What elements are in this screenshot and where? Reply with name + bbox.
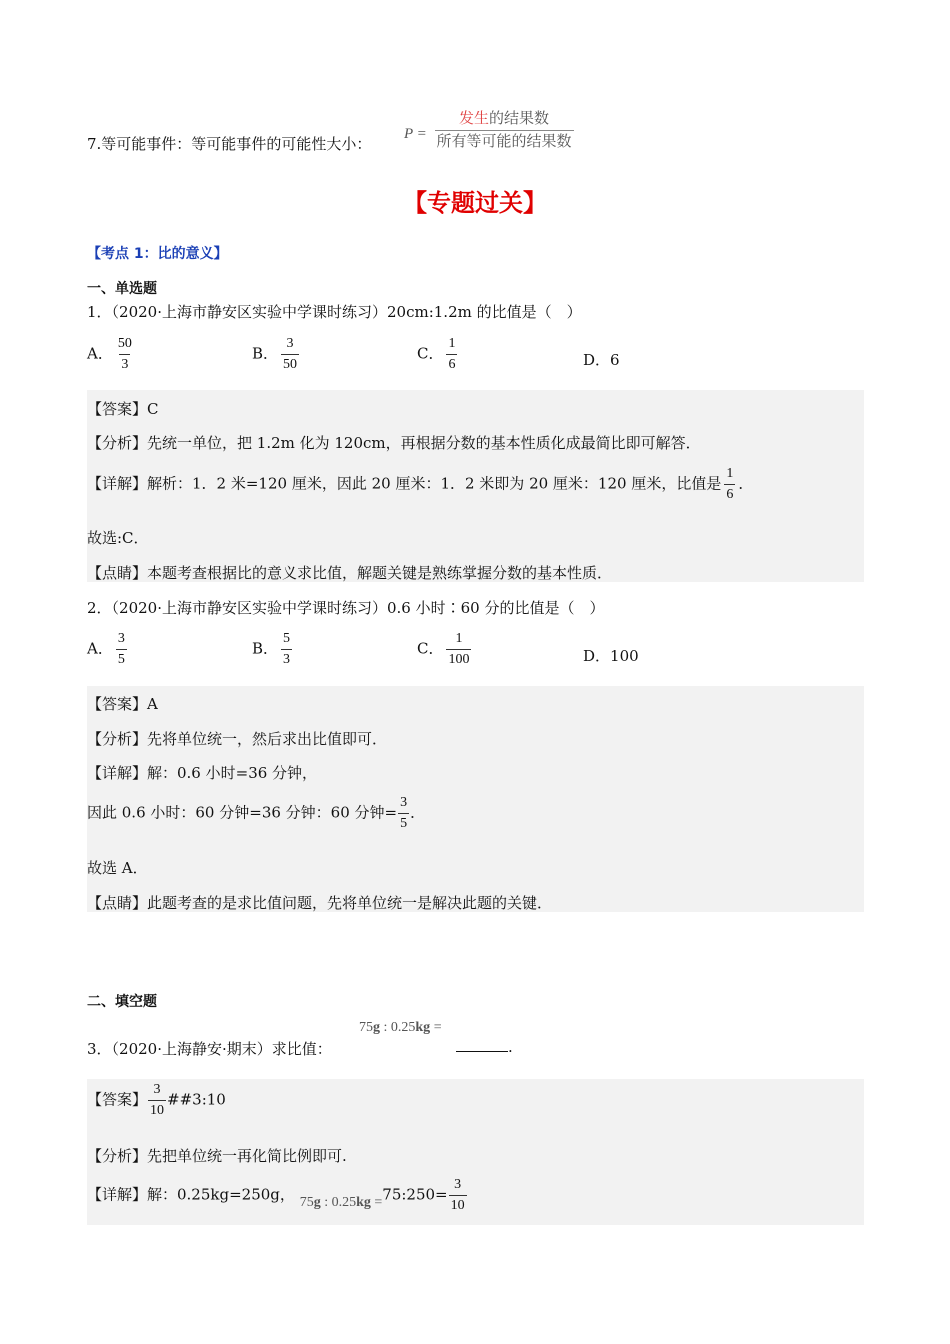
fraction: $\frac{3}{5}$ <box>117 631 125 667</box>
formula-num-red: 发生 <box>459 111 490 127</box>
fraction: $\frac{3}{5}$ <box>400 795 408 831</box>
fraction: $\frac{3}{50}$ <box>283 336 298 372</box>
fraction: $\frac{3}{10}$ <box>150 1082 165 1118</box>
q3-analysis: 【分析】先把单位统一再化简比例即可. <box>87 1147 347 1165</box>
q2-option-c: C． $\frac{1}{100}$ <box>417 631 470 667</box>
part2-title: 二、填空题 <box>87 994 157 1010</box>
q3-answer: 【答案】 $\frac{3}{10}$ ##3:10 <box>87 1082 226 1118</box>
q1-option-b: B． $\frac{3}{50}$ <box>252 336 298 372</box>
formula-den: 所有等可能的结果数 <box>435 130 574 151</box>
q1-option-a: A． $\frac{50}{3}$ <box>87 336 132 372</box>
q3-detail-equation: 75g : 0.25kg = <box>299 1194 383 1210</box>
fraction: $\frac{3}{10}$ <box>450 1177 465 1213</box>
fraction: $\frac{50}{3}$ <box>117 336 132 372</box>
q2-analysis: 【分析】先将单位统一，然后求出比值即可． <box>87 730 388 748</box>
q1-option-d: D．6 <box>583 351 620 369</box>
q2-comment: 【点睛】此题考查的是求比值问题，先将单位统一是解决此题的关键． <box>87 894 553 912</box>
formula-num-rest: 的结果数 <box>489 111 550 127</box>
probability-formula <box>404 110 577 151</box>
fraction: $\frac{1}{6}$ <box>726 466 734 502</box>
q1-analysis: 【分析】先统一单位，把 1.2m 化为 120cm，再根据分数的基本性质化成最简比即可解答． <box>87 434 701 452</box>
q3-stem: 3．（2020·上海静安·期末）求比值： <box>87 1040 332 1058</box>
q2-stem: 2．（2020·上海市静安区实验中学课时练习）0.6 小时∶60 分的比值是（ ） <box>87 599 605 617</box>
q1-option-c: C． $\frac{1}{6}$ <box>417 336 456 372</box>
intro-label: 7.等可能事件：等可能事件的可能性大小： <box>87 135 372 153</box>
fraction: $\frac{1}{6}$ <box>448 336 456 372</box>
formula-fraction <box>435 110 574 151</box>
q2-choose: 故选 A． <box>87 859 148 877</box>
fraction: $\frac{1}{100}$ <box>448 631 470 667</box>
q3-answer-blank[interactable]: . <box>456 1038 513 1056</box>
kaodian-title: 【考点 1：比的意义】 <box>87 246 228 262</box>
q2-detail-1: 【详解】解：0.6 小时=36 分钟， <box>87 764 318 782</box>
q1-comment: 【点睛】本题考查根据比的意义求比值，解题关键是熟练掌握分数的基本性质． <box>87 564 613 582</box>
fraction: $\frac{5}{3}$ <box>283 631 291 667</box>
q2-option-b: B． $\frac{5}{3}$ <box>252 631 291 667</box>
q2-option-d: D．100 <box>583 647 639 665</box>
q2-detail-2: 因此 0.6 小时：60 分钟=36 分钟：60 分钟= $\frac{3}{5}$ ． <box>87 795 426 831</box>
section-title: 【专题过关】 <box>403 189 547 217</box>
q2-answer: 【答案】A <box>87 695 158 713</box>
blank-line <box>456 1039 508 1052</box>
q3-detail: 【详解】解：0.25kg=250g， 75g : 0.25kg =75:250= $\frac{3}{10}$ <box>87 1177 465 1213</box>
q3-equation: 75g : 0.25kg = <box>359 1020 442 1035</box>
formula-p: P = <box>404 125 427 142</box>
q1-detail: 【详解】解析：1．2 米=120 厘米，因此 20 厘米：1．2 米即为 20 厘米：120 厘米，比值是 $\frac{1}{6}$ ． <box>87 466 754 502</box>
q1-choose: 故选:C． <box>87 529 149 547</box>
part1-title: 一、单选题 <box>87 281 157 297</box>
q1-stem: 1．（2020·上海市静安区实验中学课时练习）20cm:1.2m 的比值是（ ） <box>87 303 582 321</box>
q1-answer: 【答案】C <box>87 400 159 418</box>
q2-option-a: A． $\frac{3}{5}$ <box>87 631 125 667</box>
